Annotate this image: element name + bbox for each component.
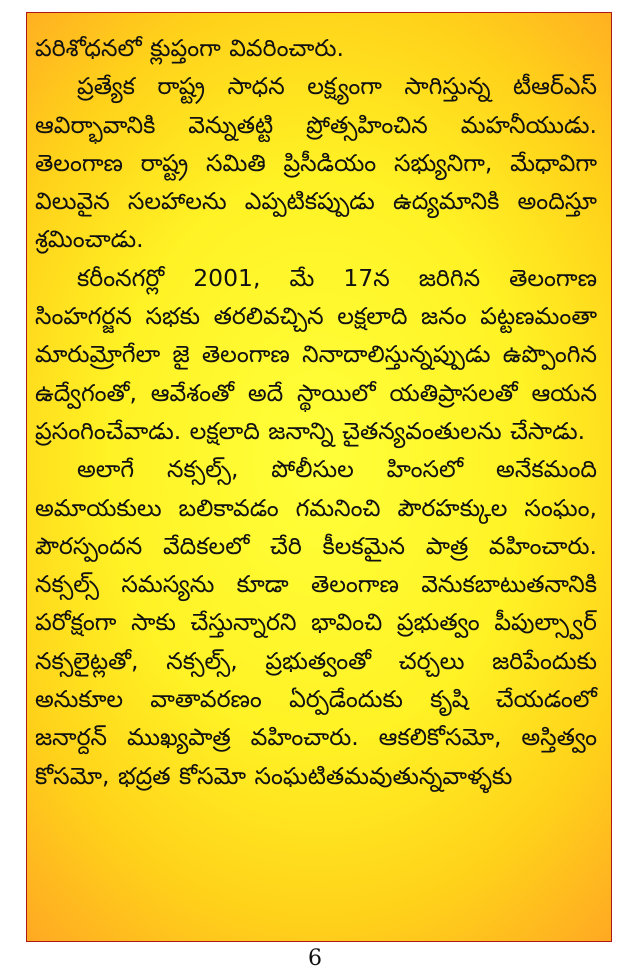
paragraph-naxals: అలాగే నక్సల్స్, పోలీసుల హింసలో అనేకమంది అమాయకులు బలికావడం గమనించి పౌరహక్కుల సంఘం, పౌరస్పందన వేదికలలో చేరి కీలకమైన పాత్ర వహించారు. నక్సల్స్ సమస్యను కూడా తెలంగాణ వెనుకబాటుతనానికి పరోక్షంగా సాకు చేస్తున్నారని భావించి ప్రభుత్వం పీపుల్స్వార్ నక్సలైట్లతో, నక్సల్స్, ప్రభుత్వంతో చర్చలు జరిపేందుకు అనుకూల వాతావరణం ఏర్పడేందుకు కృషి చేయడంలో జనార్దన్ ముఖ్యపాత్ర వహించారు. ఆకలికోసమో, అస్తిత్వం కోసమో, భద్రత కోసమో సంఘటితమవుతున్నవాళ్ళకు <box>35 455 597 790</box>
text-body <box>35 29 597 795</box>
page-frame <box>26 12 612 942</box>
page-number: 6 <box>308 946 322 971</box>
paragraph-karimnagar: కరీంనగర్లో 2001, మే 17న జరిగిన తెలంగాణ సింహగర్జన సభకు తరలివచ్చిన లక్షలాది జనం పట్టణమంతా మారుమ్రోగేలా జై తెలంగాణ నినాదాలిస్తున్నప్పుడు ఉప్పొంగిన ఉద్వేగంతో, ఆవేశంతో అదే స్థాయిలో యతిప్రాసలతో ఆయన ప్రసంగించేవాడు. లక్షలాది జనాన్ని చైతన్యవంతులను చేసాడు. <box>35 263 597 445</box>
paragraph-trs: ప్రత్యేక రాష్ట్ర సాధన లక్ష్యంగా సాగిస్తున్న టీఆర్ఎస్ ఆవిర్భావానికి వెన్నుతట్టి ప్రోత్సహించిన మహనీయుడు. తెలంగాణ రాష్ట్ర సమితి ప్రిసీడియం సభ్యునిగా, మేధావిగా విలువైన సలహాలను ఎప్పటికప్పుడు ఉద్యమానికి అందిస్తూ శ్రమించాడు. <box>35 72 597 254</box>
paragraph-continued: పరిశోధనలో క్లుప్తంగా వివరించారు. <box>35 34 344 62</box>
